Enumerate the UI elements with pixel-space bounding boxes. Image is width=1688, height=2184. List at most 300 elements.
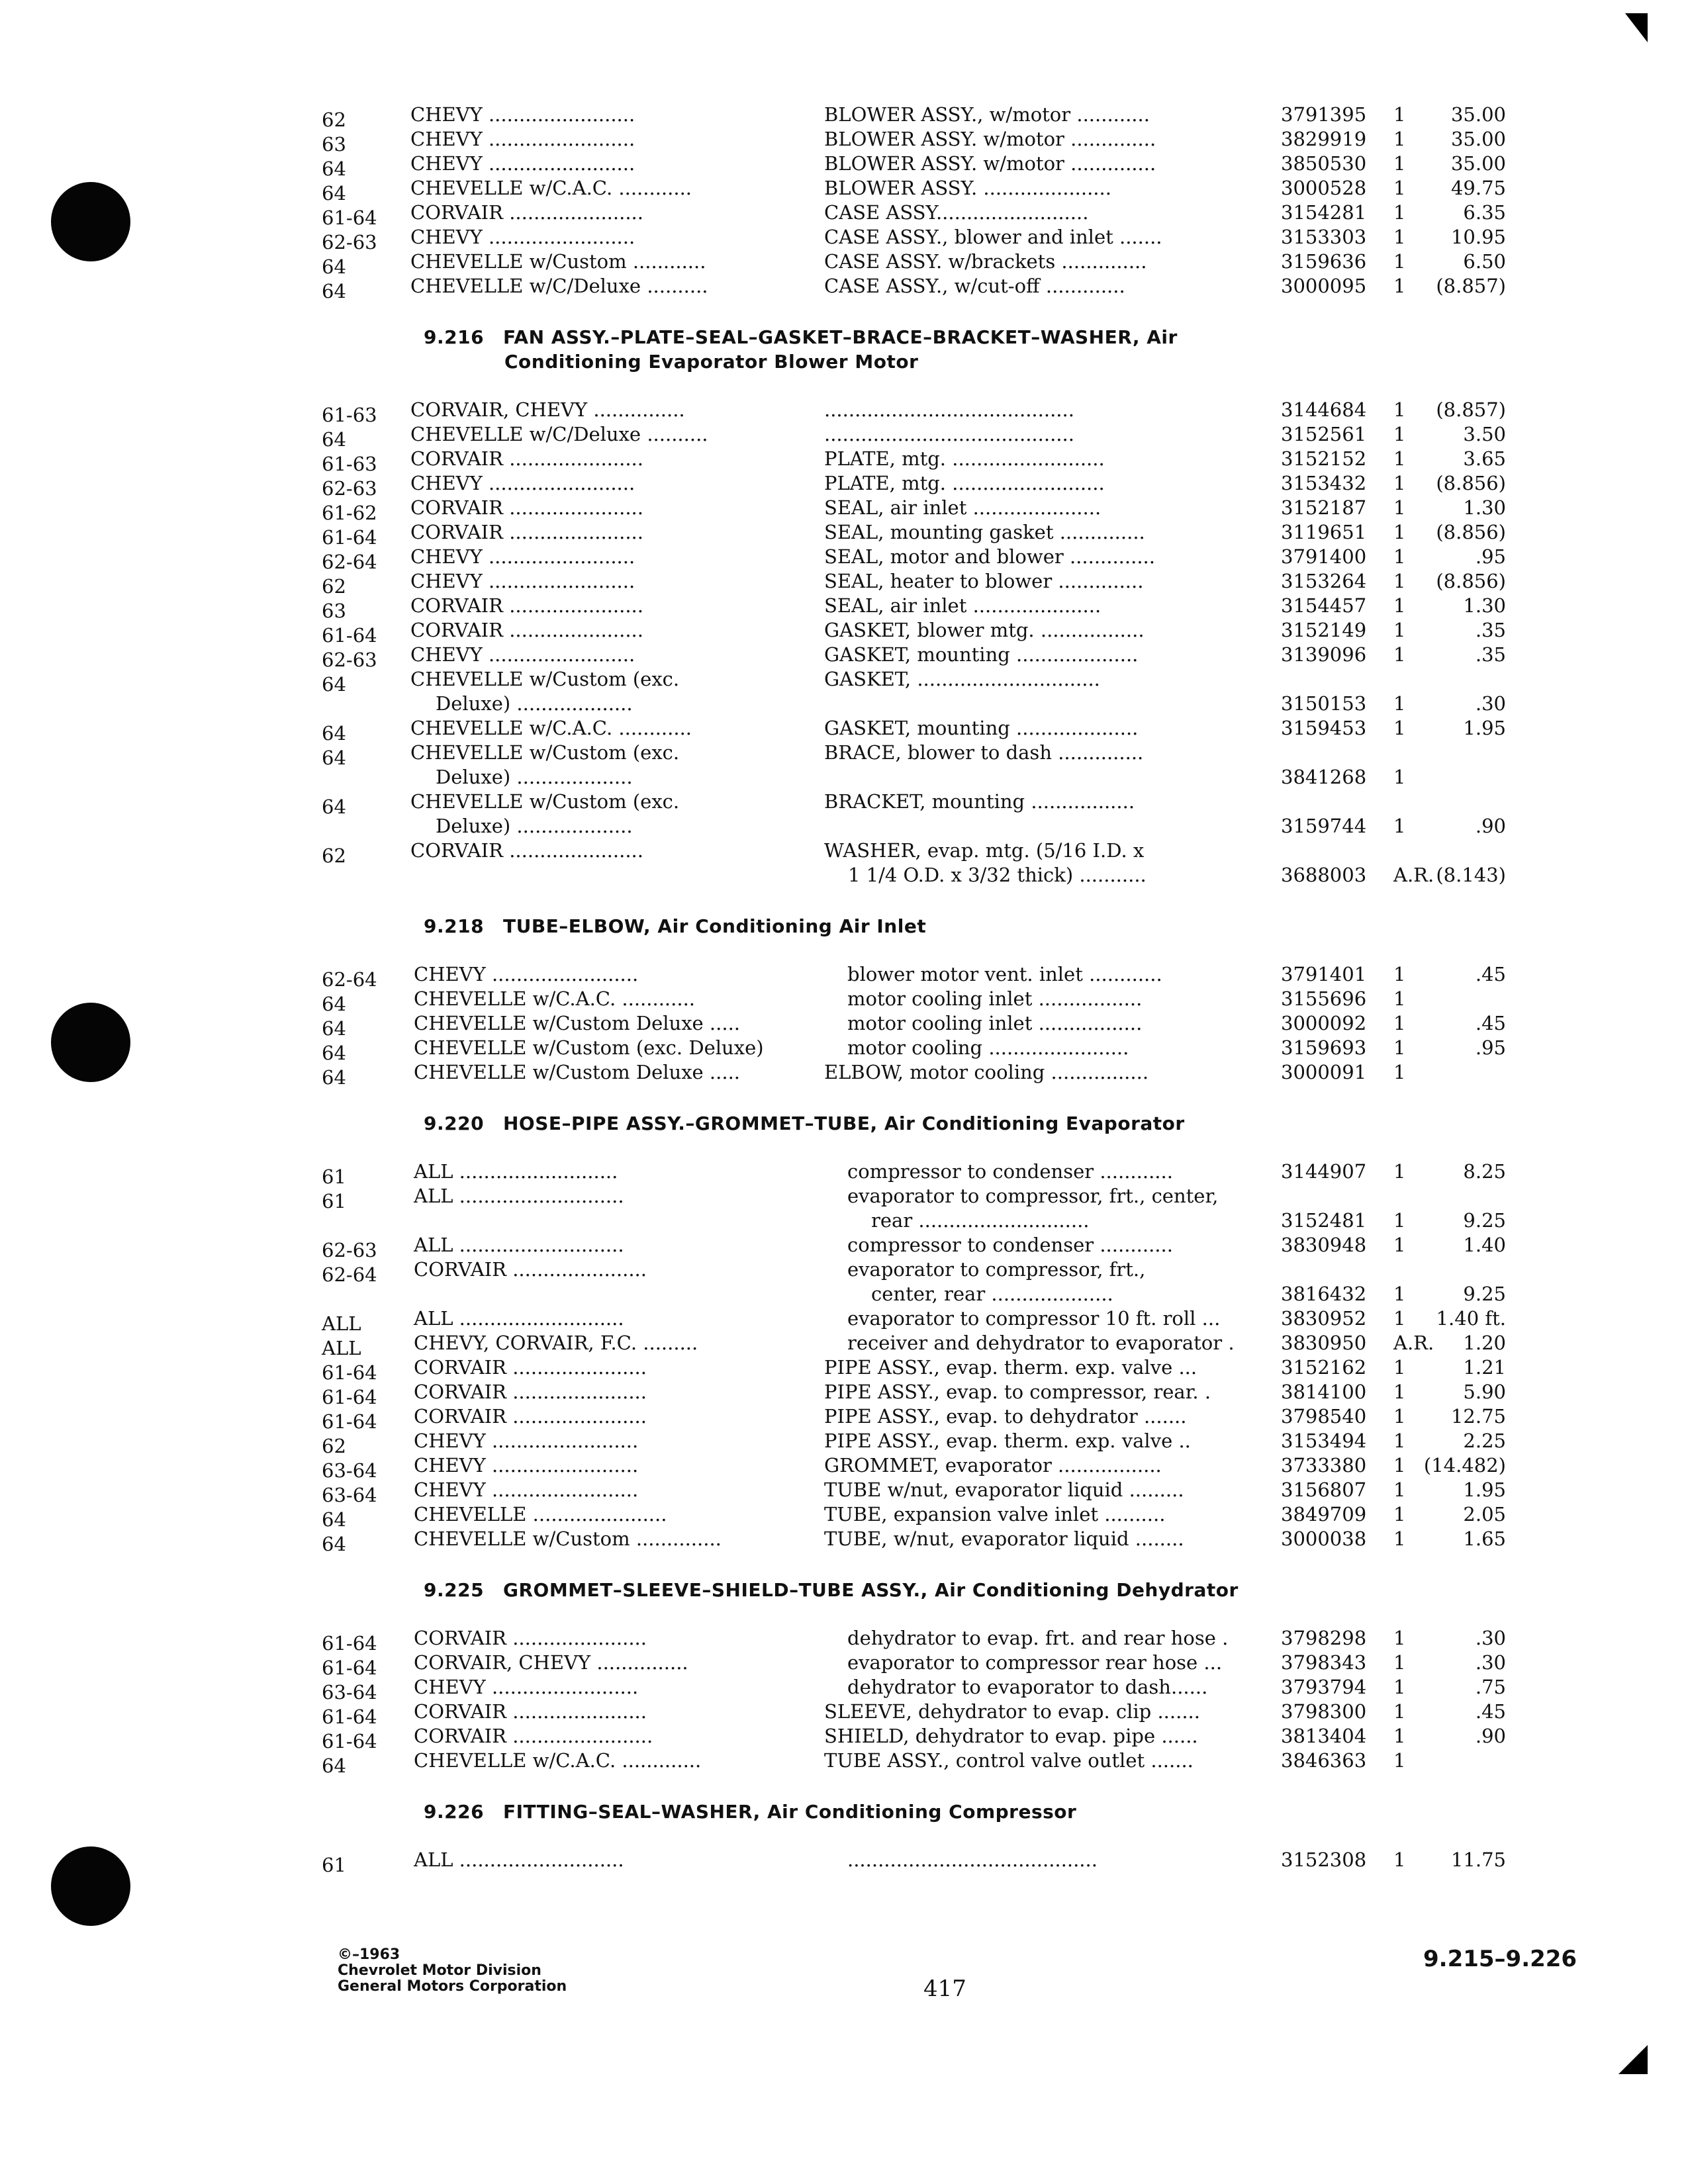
part-description-line: .........................................: [824, 423, 1074, 445]
part-description-line: BLOWER ASSY. w/motor ..............: [824, 152, 1156, 175]
publisher-info: [338, 1947, 567, 1995]
part-number: 3000092: [1281, 1012, 1367, 1034]
part-description-line: TUBE w/nut, evaporator liquid .........: [824, 1479, 1184, 1501]
price: (8.857): [1436, 275, 1506, 297]
model-year: 63-64: [322, 1459, 377, 1482]
model-name-line: CHEVY ........................: [414, 1676, 639, 1698]
part-number: 3798343: [1281, 1651, 1367, 1674]
part-description: [824, 201, 1248, 225]
part-number: 3846363: [1281, 1749, 1367, 1772]
price: 1.95: [1463, 1479, 1506, 1501]
part-description-line: evaporator to compressor, frt.,: [847, 1258, 1146, 1281]
table-row: [318, 1651, 1509, 1679]
model-year: 63: [322, 133, 346, 156]
table-row: [318, 1233, 1509, 1261]
part-description: [824, 1380, 1248, 1404]
part-description-line: SEAL, heater to blower ..............: [824, 570, 1144, 592]
part-description: [824, 1700, 1248, 1724]
part-description: [824, 790, 1248, 814]
part-description: [847, 1036, 1271, 1060]
quantity: 1: [1393, 594, 1406, 617]
table-row: [318, 1453, 1509, 1482]
table-row: [318, 176, 1509, 205]
part-description-line: evaporator to compressor 10 ft. roll ...: [847, 1307, 1221, 1330]
part-number: 3154281: [1281, 201, 1367, 224]
table-row: [318, 1724, 1509, 1752]
part-description: [824, 618, 1248, 643]
part-description-line: dehydrator to evap. frt. and rear hose .: [847, 1627, 1229, 1649]
part-description: [824, 250, 1248, 274]
price: .30: [1475, 1627, 1506, 1649]
price: .90: [1475, 1725, 1506, 1747]
model-name: [410, 201, 794, 225]
part-description: [824, 1478, 1248, 1502]
model-year: 61-64: [322, 1386, 377, 1408]
part-number: 3814100: [1281, 1381, 1367, 1403]
model-name: [414, 987, 798, 1011]
price: 1.21: [1463, 1356, 1506, 1379]
model-name-line: Deluxe) ...................: [436, 815, 633, 837]
model-name: [410, 545, 794, 569]
quantity: 1: [1393, 766, 1406, 788]
part-description: [824, 103, 1248, 127]
model-name-line: ALL ...........................: [414, 1234, 624, 1256]
part-description: [824, 839, 1248, 887]
part-description-line: PIPE ASSY., evap. to dehydrator .......: [824, 1405, 1187, 1428]
model-year: 61-64: [322, 624, 377, 647]
model-name: [414, 1478, 798, 1502]
model-year: ALL: [322, 1312, 361, 1335]
model-year: 61-64: [322, 206, 377, 229]
quantity: 1: [1393, 1503, 1406, 1525]
model-name-line: CHEVY ........................: [414, 1430, 639, 1452]
quantity: 1: [1393, 1283, 1406, 1305]
model-name: [414, 1036, 798, 1060]
part-description-line: BLOWER ASSY. .....................: [824, 177, 1111, 199]
model-year: 61-64: [322, 1361, 377, 1384]
quantity: 1: [1393, 717, 1406, 739]
model-year: 63-64: [322, 1484, 377, 1506]
part-description-line: compressor to condenser ............: [847, 1160, 1173, 1183]
model-name-line: Deluxe) ...................: [436, 766, 633, 788]
part-description: [824, 1429, 1248, 1453]
price: (8.856): [1436, 570, 1506, 592]
model-name: [410, 839, 794, 863]
price: 1.95: [1463, 717, 1506, 739]
price: (8.856): [1436, 521, 1506, 543]
model-year: 64: [322, 428, 346, 451]
quantity: 1: [1393, 1749, 1406, 1772]
parts-list: [318, 103, 1509, 1876]
model-year: 64: [322, 1066, 346, 1089]
model-name-line: CORVAIR ......................: [414, 1258, 647, 1281]
part-number: 3798298: [1281, 1627, 1367, 1649]
model-name: [410, 643, 794, 667]
model-name: [410, 422, 794, 447]
model-name: [410, 447, 794, 471]
table-row: [318, 962, 1509, 991]
model-name: [410, 594, 794, 618]
quantity: 1: [1393, 472, 1406, 494]
price: .35: [1475, 619, 1506, 641]
price: 35.00: [1450, 152, 1506, 175]
table-row: [318, 1527, 1509, 1555]
table-row: [318, 422, 1509, 451]
part-description: [824, 1404, 1248, 1429]
part-description-line: SEAL, air inlet .....................: [824, 496, 1102, 519]
part-number: 3153432: [1281, 472, 1367, 494]
model-name-line: CORVAIR, CHEVY ...............: [410, 398, 685, 421]
quantity: 1: [1393, 275, 1406, 297]
model-year: 62: [322, 844, 346, 867]
quantity: 1: [1393, 1209, 1406, 1232]
price: 1.30: [1463, 496, 1506, 519]
part-number: 3816432: [1281, 1283, 1367, 1305]
part-description-line: SLEEVE, dehydrator to evap. clip .......: [824, 1700, 1200, 1723]
part-number: 3000528: [1281, 177, 1367, 199]
model-name-line: CHEVY ........................: [410, 226, 635, 248]
part-number: 3119651: [1281, 521, 1367, 543]
part-number: 3152561: [1281, 423, 1367, 445]
model-name: [410, 520, 794, 545]
quantity: 1: [1393, 1381, 1406, 1403]
price: 2.05: [1463, 1503, 1506, 1525]
quantity: 1: [1393, 128, 1406, 150]
model-name-line: CHEVELLE w/C.A.C. ............: [414, 987, 696, 1010]
part-description-line: GASKET, mounting ....................: [824, 643, 1139, 666]
model-name-line: CHEVELLE w/Custom (exc.: [410, 741, 680, 764]
price: .75: [1475, 1676, 1506, 1698]
part-description-line: ELBOW, motor cooling ................: [824, 1061, 1149, 1083]
part-description: [824, 447, 1248, 471]
page-section-range: 9.215–9.226: [1423, 1946, 1577, 1972]
part-description: [824, 1527, 1248, 1551]
model-name: [410, 127, 794, 152]
section-heading: [318, 1578, 1509, 1602]
part-number: 3793794: [1281, 1676, 1367, 1698]
section-heading: [318, 1799, 1509, 1824]
part-number: 3733380: [1281, 1454, 1367, 1477]
part-description: [824, 1355, 1248, 1380]
table-row: [318, 1478, 1509, 1506]
part-description-line: BRACE, blower to dash ..............: [824, 741, 1144, 764]
part-description: [847, 1675, 1271, 1700]
price: 6.50: [1463, 250, 1506, 273]
binder-hole: [51, 1846, 130, 1926]
part-description-line: 1 1/4 O.D. x 3/32 thick) ...........: [848, 864, 1147, 886]
table-row: [318, 594, 1509, 622]
table-row: [318, 201, 1509, 229]
price: 9.25: [1463, 1209, 1506, 1232]
model-name-line: ALL ...........................: [414, 1185, 624, 1207]
table-row: [318, 1306, 1509, 1335]
price: .45: [1475, 1012, 1506, 1034]
model-name-line: CHEVELLE w/C/Deluxe ..........: [410, 423, 708, 445]
part-number: 3155696: [1281, 987, 1367, 1010]
quantity: 1: [1393, 545, 1406, 568]
part-number: 3152162: [1281, 1356, 1367, 1379]
part-description-line: TUBE, expansion valve inlet ..........: [824, 1503, 1166, 1525]
model-name-line: CORVAIR ......................: [410, 619, 643, 641]
part-description-line: BRACKET, mounting .................: [824, 790, 1135, 813]
model-name: [410, 618, 794, 643]
part-description: [824, 176, 1248, 201]
part-number: 3152152: [1281, 447, 1367, 470]
part-description: [824, 569, 1248, 594]
section-title: GROMMET–SLEEVE–SHIELD–TUBE ASSY., Air Conditioning Dehydrator: [503, 1579, 1239, 1601]
quantity: 1: [1393, 619, 1406, 641]
model-name: [410, 103, 794, 127]
quantity: 1: [1393, 1160, 1406, 1183]
part-description-line: BLOWER ASSY., w/motor ............: [824, 103, 1150, 126]
model-year: 64: [322, 255, 346, 278]
part-description-line: dehydrator to evaporator to dash......: [847, 1676, 1208, 1698]
model-year: 64: [322, 1042, 346, 1064]
quantity: 1: [1393, 423, 1406, 445]
model-name-line: CHEVELLE w/Custom (exc. Deluxe): [414, 1036, 764, 1059]
part-description-line: SEAL, mounting gasket ..............: [824, 521, 1145, 543]
part-description: [847, 1651, 1271, 1675]
table-row: [318, 1380, 1509, 1408]
model-year: 63-64: [322, 1681, 377, 1704]
quantity: 1: [1393, 1454, 1406, 1477]
model-name-line: CORVAIR, CHEVY ...............: [414, 1651, 688, 1674]
model-name: [414, 1355, 798, 1380]
model-year: 64: [322, 1508, 346, 1531]
table-row: [318, 1355, 1509, 1384]
model-year: 64: [322, 796, 346, 818]
model-name-line: CHEVY ........................: [414, 1479, 639, 1501]
model-name-line: CHEVY ........................: [410, 103, 635, 126]
model-name: [414, 1429, 798, 1453]
table-row: [318, 152, 1509, 180]
part-description: [824, 667, 1248, 692]
model-year: 64: [322, 1533, 346, 1555]
part-description: [824, 1060, 1248, 1085]
table-row: [318, 520, 1509, 549]
price: 3.65: [1463, 447, 1506, 470]
model-name: [410, 716, 794, 741]
table-row: [318, 447, 1509, 475]
part-number: 3841268: [1281, 766, 1367, 788]
model-year: 64: [322, 1017, 346, 1040]
part-description: [824, 1724, 1248, 1749]
part-description-line: SEAL, air inlet .....................: [824, 594, 1102, 617]
price: 9.25: [1463, 1283, 1506, 1305]
part-description: [847, 1848, 1271, 1872]
price: (14.482): [1423, 1454, 1506, 1477]
part-number: 3850530: [1281, 152, 1367, 175]
part-description: [847, 962, 1271, 987]
model-name: [414, 1527, 798, 1551]
table-row: [318, 398, 1509, 426]
table-row: [318, 643, 1509, 671]
section-heading: [318, 914, 1509, 938]
model-name: [410, 250, 794, 274]
table-row: [318, 225, 1509, 253]
model-name: [414, 1453, 798, 1478]
model-year: 64: [322, 673, 346, 696]
model-year: 61: [322, 1854, 346, 1876]
table-row: [318, 1160, 1509, 1188]
table-row: [318, 839, 1509, 887]
model-year: 61-62: [322, 502, 377, 524]
part-description: [824, 594, 1248, 618]
section-number: 9.225: [424, 1579, 485, 1601]
section-number: 9.220: [424, 1113, 485, 1134]
model-name: [414, 1060, 798, 1085]
price: .30: [1475, 1651, 1506, 1674]
part-number: 3159693: [1281, 1036, 1367, 1059]
part-number: 3153494: [1281, 1430, 1367, 1452]
model-name: [410, 569, 794, 594]
table-row: [318, 250, 1509, 278]
price: .95: [1475, 545, 1506, 568]
part-number: 3159453: [1281, 717, 1367, 739]
model-name: [410, 496, 794, 520]
part-description: [824, 643, 1248, 667]
model-name: [410, 790, 794, 839]
model-name-line: CHEVY ........................: [410, 643, 635, 666]
part-description: [847, 987, 1271, 1011]
table-row: [318, 1036, 1509, 1064]
part-description-line: SHIELD, dehydrator to evap. pipe ......: [824, 1725, 1198, 1747]
part-description: [847, 1257, 1271, 1306]
part-description: [824, 741, 1248, 765]
part-number: 3154457: [1281, 594, 1367, 617]
quantity: 1: [1393, 1405, 1406, 1428]
model-name-line: CHEVY ........................: [410, 472, 635, 494]
quantity: 1: [1393, 152, 1406, 175]
price: 5.90: [1463, 1381, 1506, 1403]
price: 12.75: [1450, 1405, 1506, 1428]
quantity: 1: [1393, 1676, 1406, 1698]
section-number: 9.218: [424, 915, 485, 937]
model-name-line: CHEVELLE w/Custom ............: [410, 250, 706, 273]
model-year: 61-64: [322, 1657, 377, 1679]
part-description-line: GROMMET, evaporator .................: [824, 1454, 1162, 1477]
price: .45: [1475, 963, 1506, 985]
part-number: 3152149: [1281, 619, 1367, 641]
model-name-line: CHEVELLE w/Custom (exc.: [410, 790, 680, 813]
table-row: [318, 1700, 1509, 1728]
model-year: 61-64: [322, 1730, 377, 1752]
model-year: 61-64: [322, 1706, 377, 1728]
quantity: 1: [1393, 103, 1406, 126]
table-row: [318, 103, 1509, 131]
section-number: 9.226: [424, 1801, 485, 1823]
part-description-line: blower motor vent. inlet ............: [847, 963, 1162, 985]
price: (8.857): [1436, 398, 1506, 421]
table-row: [318, 1675, 1509, 1704]
model-name: [414, 1160, 798, 1184]
part-number: 3152308: [1281, 1848, 1367, 1871]
quantity: 1: [1393, 250, 1406, 273]
section-heading: [318, 1111, 1509, 1136]
model-year: 62: [322, 1435, 346, 1457]
model-year: 64: [322, 1754, 346, 1777]
division-name: Chevrolet Motor Division: [338, 1962, 541, 1979]
price: 2.25: [1463, 1430, 1506, 1452]
table-row: [318, 790, 1509, 839]
model-name-line: CORVAIR ......................: [410, 447, 643, 470]
part-number: 3159744: [1281, 815, 1367, 837]
part-number: 3830952: [1281, 1307, 1367, 1330]
model-name: [414, 1626, 798, 1651]
part-number: 3000091: [1281, 1061, 1367, 1083]
model-name-line: Deluxe) ...................: [436, 692, 633, 715]
part-description: [824, 225, 1248, 250]
model-name-line: ALL ...........................: [414, 1307, 624, 1330]
model-year: 64: [322, 182, 346, 205]
part-description: [824, 1749, 1248, 1773]
table-row: [318, 1626, 1509, 1655]
model-name: [414, 1724, 798, 1749]
model-year: 62-64: [322, 1263, 377, 1286]
part-description: [824, 496, 1248, 520]
part-number: 3688003: [1281, 864, 1367, 886]
model-name-line: ALL ...........................: [414, 1848, 624, 1871]
model-name: [410, 274, 794, 298]
part-number: 3000095: [1281, 275, 1367, 297]
model-name: [410, 152, 794, 176]
part-number: 3159636: [1281, 250, 1367, 273]
price: 49.75: [1450, 177, 1506, 199]
part-description: [824, 545, 1248, 569]
model-name-line: CHEVELLE w/Custom Deluxe .....: [414, 1061, 741, 1083]
model-year: 62-64: [322, 551, 377, 573]
quantity: 1: [1393, 398, 1406, 421]
part-description-line: WASHER, evap. mtg. (5/16 I.D. x: [824, 839, 1145, 862]
model-name-line: CORVAIR ......................: [414, 1405, 647, 1428]
table-row: [318, 569, 1509, 598]
price: 3.50: [1463, 423, 1506, 445]
quantity: 1: [1393, 496, 1406, 519]
part-description-line: CASE ASSY., blower and inlet .......: [824, 226, 1162, 248]
part-number: 3798300: [1281, 1700, 1367, 1723]
model-name: [410, 741, 794, 790]
binder-hole: [51, 182, 130, 261]
section-title-continued: Conditioning Evaporator Blower Motor: [504, 351, 919, 373]
part-description-line: receiver and dehydrator to evaporator .: [847, 1332, 1235, 1354]
table-row: [318, 667, 1509, 716]
price: .90: [1475, 815, 1506, 837]
model-name-line: CHEVY ........................: [410, 152, 635, 175]
page-number: 417: [923, 1976, 966, 2002]
part-description-line: CASE ASSY. w/brackets ..............: [824, 250, 1147, 273]
part-description: [824, 398, 1248, 422]
price: 1.20: [1463, 1332, 1506, 1354]
part-description: [847, 1184, 1271, 1233]
model-year: 62-63: [322, 649, 377, 671]
model-name: [414, 1306, 798, 1331]
section-heading: [318, 325, 1509, 374]
price: 8.25: [1463, 1160, 1506, 1183]
part-description: [824, 716, 1248, 741]
model-year: 61: [322, 1190, 346, 1212]
part-number: 3813404: [1281, 1725, 1367, 1747]
part-description: [824, 127, 1248, 152]
part-description-line: SEAL, motor and blower ..............: [824, 545, 1155, 568]
table-row: [318, 1429, 1509, 1457]
model-name-line: CORVAIR ......................: [414, 1381, 647, 1403]
quantity: 1: [1393, 1036, 1406, 1059]
part-description-line: PIPE ASSY., evap. therm. exp. valve ...: [824, 1356, 1197, 1379]
corner-registration-mark: [1625, 13, 1648, 42]
model-name-line: CORVAIR ......................: [414, 1700, 647, 1723]
model-name: [414, 1651, 798, 1675]
part-description-line: GASKET, blower mtg. .................: [824, 619, 1145, 641]
